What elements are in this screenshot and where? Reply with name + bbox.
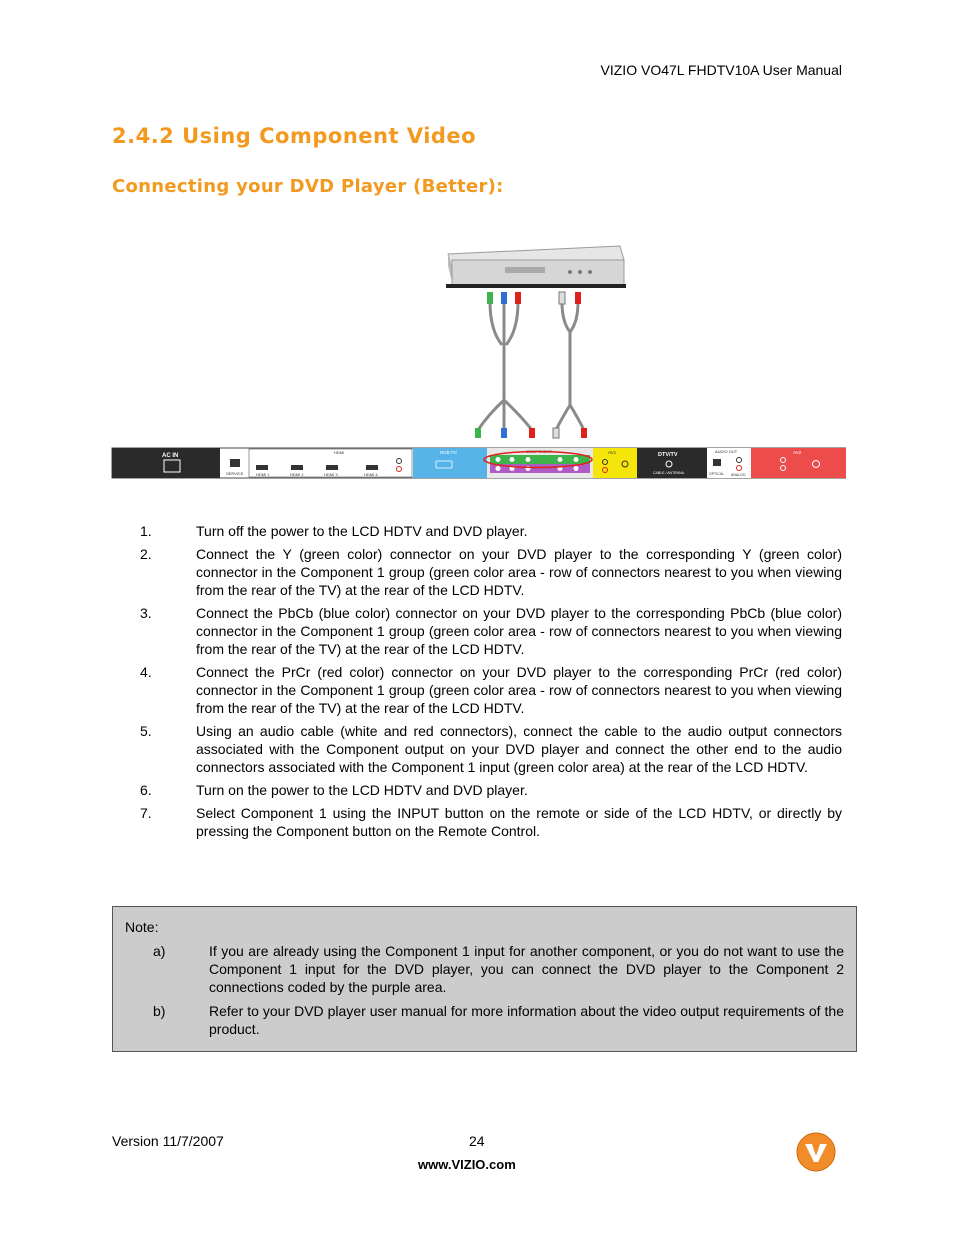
step-text: Connect the Y (green color) connector on your DVD player to the corresponding Y (green color) connector in the Component 1 group (green color area - row of connectors nearest to you when viewing from the rear of the TV) at the rear of the LCD HDTV. <box>196 546 842 598</box>
section-heading: 2.4.2 Using Component Video <box>112 124 477 148</box>
step-number: 2. <box>140 546 152 562</box>
dvd-player-image <box>446 246 626 288</box>
step-number: 1. <box>140 523 152 539</box>
step-item <box>112 781 842 799</box>
optical-label: OPTICAL <box>709 472 724 476</box>
step-item <box>112 804 842 840</box>
note-item-marker: a) <box>153 943 166 959</box>
note-item-text: Refer to your DVD player user manual for more information about the video output requirements of the product. <box>209 1003 844 1037</box>
note-item-marker: b) <box>153 1003 166 1019</box>
step-item <box>112 604 842 658</box>
note-item-text: If you are already using the Component 1 input for another component, or you do not want to use the Component 1 input for the DVD player, you can connect the DVD player to the Component 2 connections coded by the purple area. <box>209 943 844 995</box>
step-text: Turn off the power to the LCD HDTV and DVD player. <box>196 523 528 539</box>
hdmi-port-2: HDMI 2 <box>290 472 304 477</box>
step-item <box>112 545 842 599</box>
step-text: Turn on the power to the LCD HDTV and DVD player. <box>196 782 528 798</box>
note-item <box>125 1002 844 1038</box>
hdmi-group-label: HDMI <box>334 450 345 455</box>
cable-antenna-label: CABLE / ANTENNA <box>653 471 684 475</box>
hdmi-port-4: HDMI 4 <box>364 472 378 477</box>
dtv-label: DTV/TV <box>658 452 678 458</box>
step-text: Using an audio cable (white and red connectors), connect the cable to the audio output connectors associated with the Component output on your DVD player and connect the other end to the audio connectors associated with the Component 1 input (green color area) at the rear of the LCD HDTV. <box>196 723 842 775</box>
step-number: 5. <box>140 723 152 739</box>
step-number: 3. <box>140 605 152 621</box>
component-video-cable <box>478 302 532 430</box>
tv-rear-panel <box>112 448 846 478</box>
step-text: Connect the PrCr (red color) connector on your DVD player to the corresponding PrCr (red color) connector in the Component 1 group (green color area - row of connectors nearest to you when viewing from the rear of the TV) at the rear of the LCD HDTV. <box>196 664 842 716</box>
page-number: 24 <box>469 1133 485 1149</box>
analog-label: ANALOG <box>731 473 746 477</box>
section-subheading: Connecting your DVD Player (Better): <box>112 176 504 197</box>
ac-in-label: AC IN <box>162 453 179 459</box>
steps-list <box>112 522 842 845</box>
step-number: 7. <box>140 805 152 821</box>
step-item <box>112 722 842 776</box>
service-label: SERVICE <box>226 471 244 476</box>
step-item <box>112 663 842 717</box>
note-label: Note: <box>125 919 159 935</box>
note-box <box>112 906 857 1052</box>
footer-version: Version 11/7/2007 <box>112 1133 224 1149</box>
audio-cable <box>556 302 584 430</box>
hdmi-port-3: HDMI 3 <box>324 472 338 477</box>
step-text: Select Component 1 using the INPUT button on the remote or side of the LCD HDTV, or directly by pressing the Component button on the Remote Control. <box>196 805 842 839</box>
note-item <box>125 942 844 996</box>
hdmi-port-1: HDMI 1 <box>256 472 270 477</box>
footer-url[interactable]: www.VIZIO.com <box>418 1157 516 1172</box>
step-number: 6. <box>140 782 152 798</box>
av2-label: AV2 <box>793 450 802 455</box>
av1-label: AV1 <box>608 450 617 455</box>
document-header: VIZIO VO47L FHDTV10A User Manual <box>600 62 842 78</box>
connection-diagram <box>110 240 846 480</box>
audio-out-label: AUDIO OUT <box>715 449 738 454</box>
rgb-pc-label: RGB PC <box>440 450 458 455</box>
step-item <box>112 522 842 540</box>
step-number: 4. <box>140 664 152 680</box>
vizio-v-logo-icon <box>796 1132 836 1172</box>
component-label: COMPONENT <box>526 449 552 454</box>
step-text: Connect the PbCb (blue color) connector on your DVD player to the corresponding PbCb (blue color) connector in the Component 1 group (green color area - row of connectors nearest to you when viewing from the rear of the TV) at the rear of the LCD HDTV. <box>196 605 842 657</box>
